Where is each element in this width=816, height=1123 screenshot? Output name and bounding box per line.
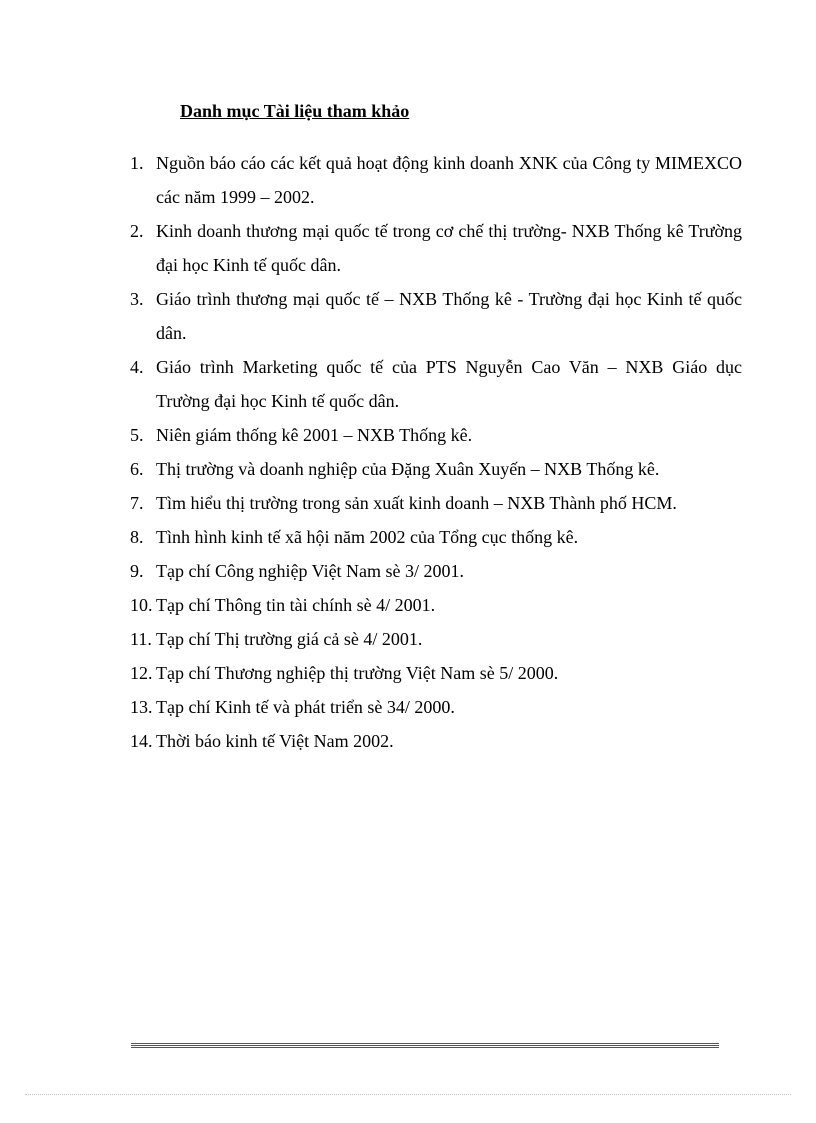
reference-text: Nguồn báo cáo các kết quả hoạt động kinh doanh XNK của Công ty MIMEXCO các năm 1999 – 2002. — [156, 153, 742, 207]
reference-item — [130, 724, 742, 758]
page-title: Danh mục Tài liệu tham khảo — [180, 101, 410, 121]
reference-item — [130, 146, 742, 214]
reference-number: 1. — [130, 153, 144, 173]
reference-text: Tạp chí Thông tin tài chính sè 4/ 2001. — [156, 595, 436, 615]
reference-item — [130, 350, 742, 418]
reference-text: Giáo trình Marketing quốc tế của PTS Nguyễn Cao Văn – NXB Giáo dục Trường đại học Kinh tế quốc dân. — [156, 357, 742, 411]
reference-item — [130, 282, 742, 350]
reference-number: 7. — [130, 493, 144, 513]
reference-item — [130, 690, 742, 724]
reference-number: 4. — [130, 357, 144, 377]
reference-item — [130, 622, 742, 656]
reference-number: 2. — [130, 221, 144, 241]
reference-text: Thời báo kinh tế Việt Nam 2002. — [156, 731, 394, 751]
reference-item — [130, 554, 742, 588]
footer-divider — [131, 1043, 719, 1049]
reference-text: Kinh doanh thương mại quốc tế trong cơ chế thị trường- NXB Thống kê Trường đại học Kinh tế quốc dân. — [156, 221, 742, 275]
reference-text: Tình hình kinh tế xã hội năm 2002 của Tổng cục thống kê. — [156, 527, 579, 547]
reference-number: 3. — [130, 289, 144, 309]
reference-text: Tạp chí Kinh tế và phát triển sè 34/ 2000. — [156, 697, 455, 717]
reference-number: 10. — [130, 595, 153, 615]
reference-text: Tạp chí Thị trường giá cả sè 4/ 2001. — [156, 629, 423, 649]
reference-number: 8. — [130, 527, 144, 547]
reference-item — [130, 520, 742, 554]
reference-text: Thị trường và doanh nghiệp của Đặng Xuân Xuyến – NXB Thống kê. — [156, 459, 660, 479]
reference-item — [130, 486, 742, 520]
reference-number: 13. — [130, 697, 153, 717]
reference-number: 14. — [130, 731, 153, 751]
reference-text: Tạp chí Công nghiệp Việt Nam sè 3/ 2001. — [156, 561, 465, 581]
reference-number: 5. — [130, 425, 144, 445]
reference-number: 12. — [130, 663, 153, 683]
reference-text: Niên giám thống kê 2001 – NXB Thống kê. — [156, 425, 473, 445]
reference-text: Giáo trình thương mại quốc tế – NXB Thống kê - Trường đại học Kinh tế quốc dân. — [156, 289, 742, 343]
reference-number: 11. — [130, 629, 152, 649]
reference-number: 6. — [130, 459, 144, 479]
reference-list — [130, 146, 742, 758]
reference-item — [130, 452, 742, 486]
reference-item — [130, 656, 742, 690]
reference-text: Tạp chí Thương nghiệp thị trường Việt Nam sè 5/ 2000. — [156, 663, 559, 683]
reference-item — [130, 214, 742, 282]
reference-text: Tìm hiểu thị trường trong sản xuất kinh doanh – NXB Thành phố HCM. — [156, 493, 677, 513]
reference-item — [130, 588, 742, 622]
page-bottom-edge — [25, 1094, 791, 1095]
reference-item — [130, 418, 742, 452]
reference-number: 9. — [130, 561, 144, 581]
